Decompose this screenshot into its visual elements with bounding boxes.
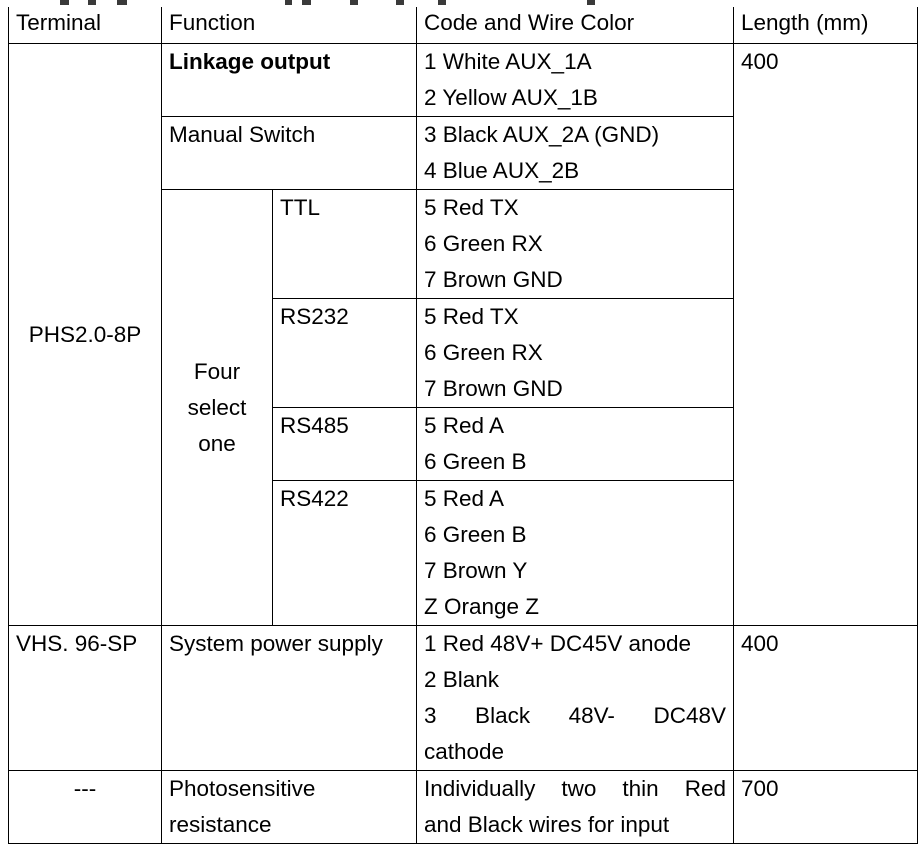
code-line: 7 Brown Y (424, 558, 528, 583)
terminal-phs: PHS2.0-8P (9, 44, 162, 626)
codes-photosensitive (417, 771, 734, 844)
interface-rs232: RS232 (273, 299, 417, 408)
code-line: 1 Red 48V+ DC45V anode (424, 631, 692, 656)
code-line: 6 Green B (424, 449, 527, 474)
terminal-photo: --- (9, 771, 162, 844)
code-line: 6 Green B (424, 522, 527, 547)
cropped-caption-strip (0, 0, 923, 7)
code-line: 3 Black 48V- DC48V (424, 703, 726, 728)
header-function: Function (162, 5, 417, 44)
code-line: Individually two thin Red (424, 776, 726, 801)
codes-rs422 (417, 481, 734, 626)
header-code: Code and Wire Color (417, 5, 734, 44)
codes-rs232 (417, 299, 734, 408)
table-row (9, 626, 918, 771)
code-line: 6 Green RX (424, 231, 543, 256)
code-line: 5 Red A (424, 413, 505, 438)
codes-system-power (417, 626, 734, 771)
function-linkage-output: Linkage output (162, 44, 417, 117)
function-system-power: System power supply (162, 626, 417, 771)
code-line: 3 Black AUX_2A (GND) (424, 122, 660, 147)
function-four-select-one: Four select one (162, 190, 273, 626)
code-line: 5 Red TX (424, 304, 519, 329)
length-phs: 400 (734, 44, 918, 626)
interface-rs485: RS485 (273, 408, 417, 481)
table-row (9, 771, 918, 844)
header-length: Length (mm) (734, 5, 918, 44)
length-photo: 700 (734, 771, 918, 844)
function-manual-switch: Manual Switch (162, 117, 417, 190)
codes-linkage-output (417, 44, 734, 117)
code-line: 7 Brown GND (424, 376, 563, 401)
code-line: and Black wires for input (424, 812, 670, 837)
code-line: 1 White AUX_1A (424, 49, 592, 74)
length-vhs: 400 (734, 626, 918, 771)
function-photosensitive: Photosensitive resistance (162, 771, 417, 844)
code-line: 7 Brown GND (424, 267, 563, 292)
code-line: 5 Red A (424, 486, 505, 511)
codes-manual-switch (417, 117, 734, 190)
terminal-vhs: VHS. 96-SP (9, 626, 162, 771)
code-line: 2 Yellow AUX_1B (424, 85, 598, 110)
code-line: 6 Green RX (424, 340, 543, 365)
code-line: cathode (424, 739, 505, 764)
header-terminal: Terminal (9, 5, 162, 44)
interface-rs422: RS422 (273, 481, 417, 626)
table-row (9, 44, 918, 117)
code-line: 2 Blank (424, 667, 500, 692)
codes-ttl (417, 190, 734, 299)
code-line: 5 Red TX (424, 195, 519, 220)
code-line: Z Orange Z (424, 594, 540, 619)
interface-ttl: TTL (273, 190, 417, 299)
codes-rs485 (417, 408, 734, 481)
wiring-table (8, 4, 918, 844)
header-row (9, 5, 918, 44)
code-line: 4 Blue AUX_2B (424, 158, 580, 183)
